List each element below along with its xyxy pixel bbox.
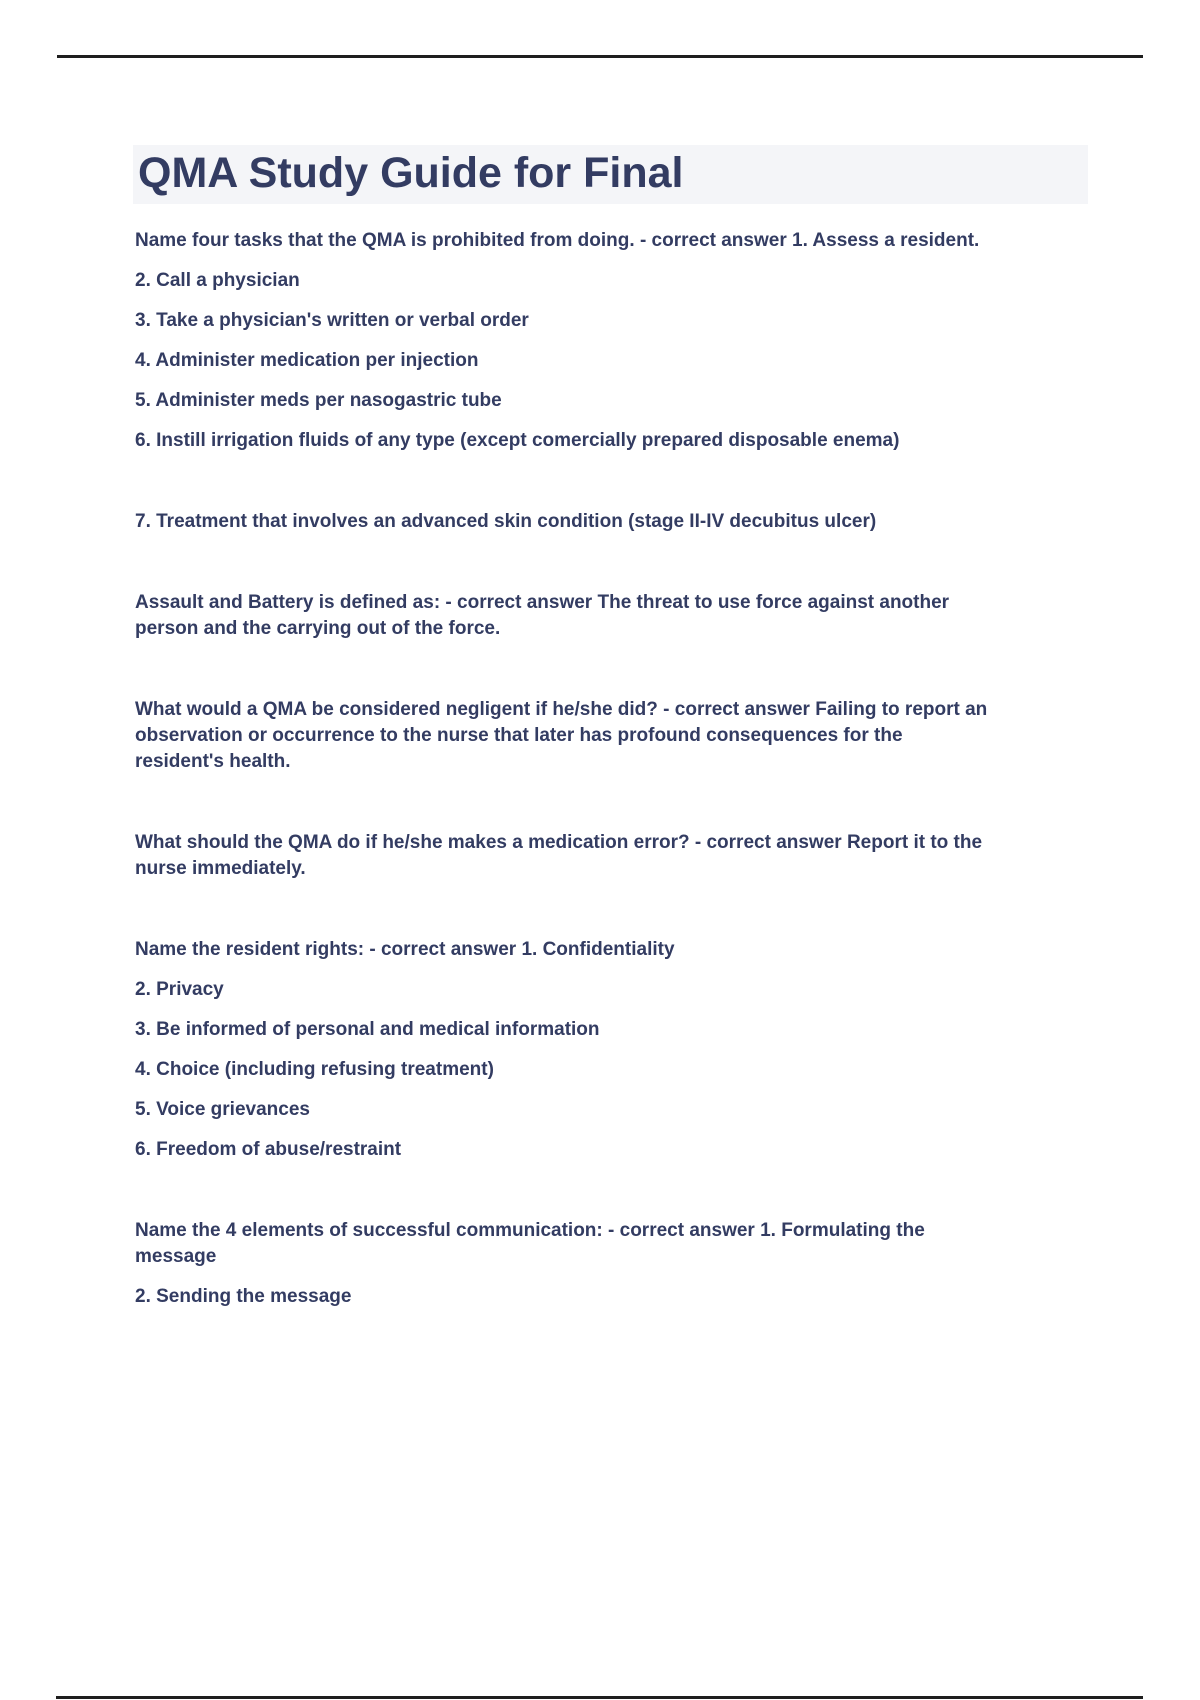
document-body <box>135 228 993 1324</box>
paragraph: Assault and Battery is defined as: - correct answer The threat to use force against another person and the carrying out of the force. <box>135 592 950 639</box>
paragraph: What would a QMA be considered negligent if he/she did? - correct answer Failing to report an observation or occurrence to the nurse that later has profound consequences for the resident's health. <box>135 699 988 772</box>
paragraph: 3. Be informed of personal and medical information <box>135 1019 600 1040</box>
paragraph: Name four tasks that the QMA is prohibited from doing. - correct answer 1. Assess a resident. <box>135 230 980 251</box>
bottom-divider <box>56 1696 1143 1699</box>
paragraph: 2. Privacy <box>135 979 224 1000</box>
title-highlight-bar <box>133 145 1088 204</box>
paragraph: 5. Administer meds per nasogastric tube <box>135 390 502 411</box>
paragraph: 4. Choice (including refusing treatment) <box>135 1059 494 1080</box>
paragraph: 6. Instill irrigation fluids of any type (except comercially prepared disposable enema) <box>135 430 900 451</box>
paragraph: 4. Administer medication per injection <box>135 350 479 371</box>
page-title: QMA Study Guide for Final <box>138 149 684 197</box>
paragraph: Name the 4 elements of successful communication: - correct answer 1. Formulating the message <box>135 1220 925 1267</box>
paragraph: 5. Voice grievances <box>135 1099 310 1120</box>
paragraph: 3. Take a physician's written or verbal order <box>135 310 529 331</box>
paragraph: Name the resident rights: - correct answer 1. Confidentiality <box>135 939 675 960</box>
paragraph: 7. Treatment that involves an advanced skin condition (stage II-IV decubitus ulcer) <box>135 511 877 532</box>
paragraph: 6. Freedom of abuse/restraint <box>135 1139 402 1160</box>
paragraph: What should the QMA do if he/she makes a medication error? - correct answer Report it to the nurse immediately. <box>135 832 983 879</box>
top-divider <box>57 55 1143 58</box>
paragraph: 2. Sending the message <box>135 1286 352 1307</box>
paragraph: 2. Call a physician <box>135 270 300 291</box>
